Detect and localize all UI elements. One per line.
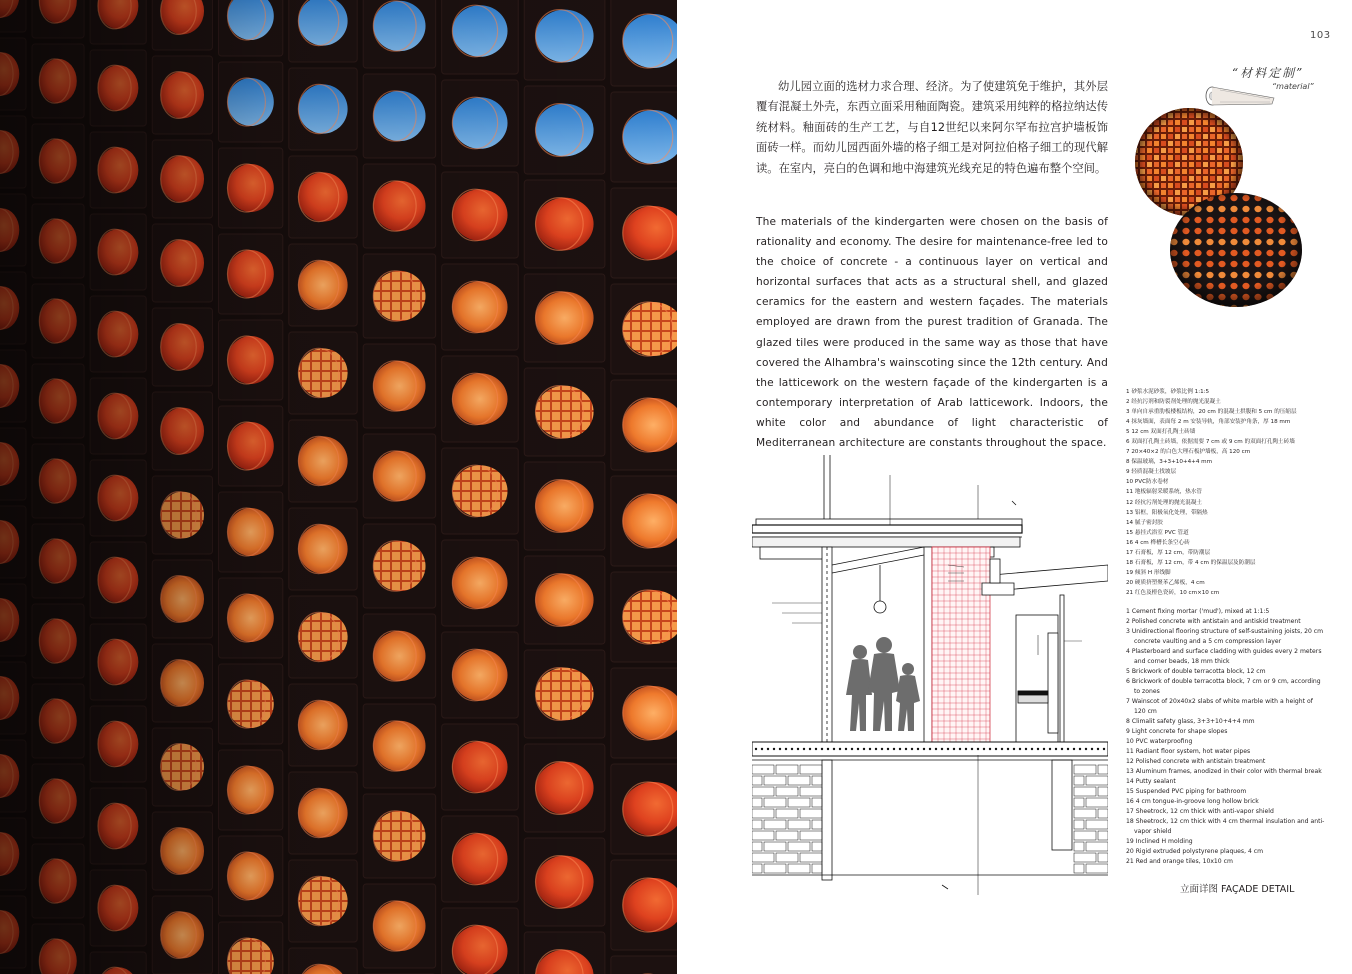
sample-tile — [1154, 211, 1159, 216]
sample-tile — [1238, 120, 1243, 125]
sample-hole — [1182, 305, 1189, 310]
legend-english — [1126, 607, 1326, 867]
floor-pipe — [1001, 748, 1003, 750]
sample-tile — [1245, 113, 1246, 118]
floor-pipe — [1007, 748, 1009, 750]
legend-item: 1 砂浆水泥砂浆，砂浆比例 1:1:5 — [1126, 389, 1210, 395]
floor-pipe — [953, 748, 955, 750]
legend-item: 6 Brickwork of double terracotta block, 7 cm or 9 cm, according to zones — [1126, 678, 1321, 695]
sample-tile — [1245, 141, 1246, 146]
sample-tile — [1224, 113, 1229, 118]
floor-pipe — [797, 748, 799, 750]
floor-pipe — [809, 748, 811, 750]
legend-item: 9 轻质混凝土找坡层 — [1126, 469, 1177, 476]
foundation-brick — [1074, 809, 1096, 818]
foundation-brick — [788, 842, 810, 851]
floor-pipe — [989, 748, 991, 750]
legend-item: 3 单向自承重肋板楼板结构，20 cm 的混凝土拱腹和 5 cm 的压缩层 — [1126, 409, 1297, 416]
legend-item: 11 Radiant floor system, hot water pipes — [1126, 748, 1251, 755]
foundation-brick — [800, 853, 822, 862]
sample-tile — [1238, 113, 1243, 118]
foundation-brick — [812, 776, 822, 785]
material-subtitle: “material” — [1272, 82, 1314, 91]
floor-pipe — [881, 748, 883, 750]
foundation-brick — [776, 853, 798, 862]
sample-hole — [1290, 195, 1297, 201]
sample-tile — [1147, 218, 1152, 219]
sample-tile — [1133, 120, 1138, 125]
sample-tile — [1217, 106, 1222, 111]
floor-pipe — [827, 748, 829, 750]
foundation-brick — [1098, 853, 1108, 862]
legend-item: 2 Polished concrete with antistain and antiskid treatment — [1126, 618, 1301, 625]
floor-pipe — [923, 748, 925, 750]
floor-pipe — [1055, 748, 1057, 750]
sample-tile — [1245, 169, 1246, 174]
foundation-brick — [812, 820, 822, 829]
foundation-brick — [1074, 831, 1096, 840]
legend-chinese — [1126, 387, 1326, 598]
floor-pipe — [1043, 748, 1045, 750]
legend-item: 10 PVC防水卷材 — [1126, 479, 1169, 486]
sample-tile — [1245, 120, 1246, 125]
floor-pipe — [959, 748, 961, 750]
sample-tile — [1168, 106, 1173, 111]
legend-item: 20 Rigid extruded polystyrene plaques, 4 cm — [1126, 848, 1264, 855]
foundation-brick — [776, 765, 798, 774]
sample-tile — [1245, 176, 1246, 181]
sample-tile — [1140, 197, 1145, 202]
legend-item: 2 经抗污剂和防裂剂处理的抛光混凝土 — [1126, 399, 1221, 406]
floor-pipe — [857, 748, 859, 750]
sample-tile — [1140, 204, 1145, 209]
floor-pipe — [887, 748, 889, 750]
legend-item: 19 Inclined H molding — [1126, 838, 1193, 845]
legend-item: 3 Unidirectional flooring structure of self-sustaining joists, 20 cm concrete vaulting and a 5 cm compression layer — [1126, 628, 1324, 645]
floor-pipe — [899, 748, 901, 750]
floor-pipe — [1073, 748, 1075, 750]
sample-tile — [1154, 218, 1159, 219]
floor-pipe — [893, 748, 895, 750]
foundation-brick — [776, 809, 798, 818]
foundation-brick — [800, 831, 822, 840]
foundation-brick — [1098, 787, 1108, 796]
foundation-brick — [752, 776, 762, 785]
sample-tile — [1161, 106, 1166, 111]
figure-caption: 立面详图 FAÇADE DETAIL — [1180, 884, 1295, 895]
legend-item: 4 抹灰墙面，表面每 2 m 安装导轨，角部安装护角条，厚 18 mm — [1126, 419, 1291, 426]
sample-tile — [1154, 113, 1159, 118]
floor-pipe — [971, 748, 973, 750]
floor-pipe — [821, 748, 823, 750]
sample-tile — [1133, 141, 1138, 146]
legend-item: 5 12 cm 双面打孔陶土砖墙 — [1126, 429, 1196, 436]
floor-pipe — [995, 748, 997, 750]
sample-tile — [1133, 197, 1138, 202]
material-title: “材料定制” — [1232, 66, 1305, 80]
floor-pipe — [1091, 748, 1093, 750]
sample-tile — [1238, 106, 1243, 111]
sample-tile — [1245, 106, 1246, 111]
sample-tile — [1147, 204, 1152, 209]
legend-item: 18 石膏板，厚 12 cm，带 4 cm 的保温层及防潮层 — [1126, 559, 1256, 566]
legend-item: 15 Suspended PVC piping for bathroom — [1126, 788, 1247, 795]
floor-pipe — [851, 748, 853, 750]
foundation-brick — [752, 820, 762, 829]
sample-tile — [1133, 204, 1138, 209]
legend-item: 8 Climalit safety glass, 3+3+10+4+4 mm — [1126, 718, 1255, 725]
floor-pipe — [1067, 748, 1069, 750]
sample-tile — [1238, 183, 1243, 188]
sample-hole — [1182, 294, 1189, 300]
legend-item: 20 硬质挤塑聚苯乙烯板，4 cm — [1126, 579, 1205, 586]
foundation-brick — [1086, 820, 1108, 829]
legend-item: 13 Aluminum frames, anodized in their color with thermal break — [1126, 768, 1322, 775]
page-number: 103 — [1310, 30, 1331, 41]
sample-hole — [1194, 305, 1201, 310]
foundation-brick — [788, 864, 810, 873]
foundation-brick — [752, 864, 762, 873]
sample-tile — [1140, 127, 1145, 132]
floor-pipe — [1037, 748, 1039, 750]
sample-tile — [1245, 134, 1246, 139]
sample-tile — [1238, 127, 1243, 132]
black-perforated-sample-icon — [1166, 190, 1306, 310]
floor-pipe — [1049, 748, 1051, 750]
floor-pipe — [905, 748, 907, 750]
sample-hole — [1278, 305, 1285, 310]
sample-tile — [1133, 127, 1138, 132]
legend-item: 17 石膏板，厚 12 cm，带防潮层 — [1126, 549, 1211, 556]
legend-item: 15 悬挂式浴室 PVC 管道 — [1126, 529, 1189, 536]
floor-pipe — [761, 748, 763, 750]
facade-section-drawing — [752, 455, 1108, 895]
sample-tile — [1133, 113, 1138, 118]
sample-hole — [1290, 305, 1297, 310]
foundation-brick — [752, 853, 774, 862]
foundation-brick — [776, 831, 798, 840]
foundation-brick — [812, 798, 822, 807]
sample-tile — [1238, 134, 1243, 139]
foundation-brick — [1074, 853, 1096, 862]
floor-pipe — [791, 748, 793, 750]
foundation-brick — [788, 820, 810, 829]
floor-pipe — [1085, 748, 1087, 750]
legend-item: 9 Light concrete for shape slopes — [1126, 728, 1228, 735]
foundation-brick — [752, 798, 762, 807]
sample-hole — [1170, 206, 1177, 212]
foundation-brick — [1098, 831, 1108, 840]
foundation-brick — [1074, 787, 1096, 796]
foundation-brick — [812, 842, 822, 851]
floor-pipe — [863, 748, 865, 750]
foundation-brick — [800, 765, 822, 774]
sample-tile — [1245, 162, 1246, 167]
legend-item: 5 Brickwork of double terracotta block, 12 cm — [1126, 668, 1266, 675]
legend-item: 13 铝框，阳极氧化处理，带隔热 — [1126, 509, 1208, 516]
floor-pipe — [1013, 748, 1015, 750]
sample-tile — [1245, 148, 1246, 153]
foundation-brick — [1086, 798, 1108, 807]
foundation-brick — [1074, 864, 1084, 873]
sample-tile — [1245, 127, 1246, 132]
foundation-brick — [752, 787, 774, 796]
sample-hole — [1170, 305, 1177, 310]
legend-item: 14 Putty sealant — [1126, 778, 1176, 785]
legend-item: 21 红色及橙色瓷砖，10 cm×10 cm — [1126, 589, 1220, 596]
sample-hole — [1290, 206, 1297, 212]
floor-pipe — [773, 748, 775, 750]
floor-pipe — [833, 748, 835, 750]
floor-pipe — [839, 748, 841, 750]
legend-item: 16 4 cm tongue-in-groove long hollow brick — [1126, 798, 1259, 805]
floor-pipe — [815, 748, 817, 750]
foundation-brick — [1086, 864, 1108, 873]
foundation-brick — [1086, 842, 1108, 851]
foundation-brick — [764, 842, 786, 851]
sample-tile — [1224, 106, 1229, 111]
foundation-brick — [1074, 765, 1096, 774]
foundation-brick — [764, 798, 786, 807]
floor-pipe — [1097, 748, 1099, 750]
legend-item: 4 Plasterboard and surface cladding with guides every 2 meters and corner beads, 18 mm thick — [1126, 648, 1322, 665]
floor-pipe — [929, 748, 931, 750]
floor-pipe — [875, 748, 877, 750]
floor-pipe — [767, 748, 769, 750]
sample-hole — [1290, 294, 1297, 300]
sample-tile — [1231, 106, 1236, 111]
sample-tile — [1133, 134, 1138, 139]
legend-item: 12 Polished concrete with antistain treatment — [1126, 758, 1266, 765]
floor-pipe — [1019, 748, 1021, 750]
sample-hole — [1266, 305, 1273, 310]
floor-pipe — [779, 748, 781, 750]
people-silhouette-icon — [846, 637, 920, 731]
floor-pipe — [803, 748, 805, 750]
english-body-text: The materials of the kindergarten were chosen on the basis of rationality and economy. The desire for maintenance-free led to the choice of concrete - a continuous layer on vertical and horizontal surfaces that acts as a structural shell, and glazed ceramics for the eastern and western façades. The materials employed are drawn from the purest tradition of Granada. The glazed tiles were produced in the same way as those that have covered the Alhambra's wainscoting since the 12th century. And the latticework on the western façade of the kindergarten is a contemporary interpretation of Arab latticework. Indoors, the white color and abundance of light characteristic of Mediterranean architecture are constants throughout the space. — [756, 216, 1108, 450]
foundation-brick — [1074, 842, 1084, 851]
sample-tile — [1133, 106, 1138, 111]
foundation-brick — [1098, 809, 1108, 818]
sample-tile — [1231, 120, 1236, 125]
sample-hole — [1254, 305, 1261, 310]
legend-item: 8 保温玻璃，3+3+10+4+4 mm — [1126, 459, 1213, 466]
sample-hole — [1278, 294, 1285, 300]
sample-tile — [1147, 113, 1152, 118]
sample-tile — [1133, 183, 1138, 188]
floor-pipe — [1103, 748, 1105, 750]
sample-tile — [1140, 106, 1145, 111]
sample-hole — [1206, 305, 1213, 310]
legend-item: 16 4 cm 榫槽长条空心砖 — [1126, 539, 1190, 546]
legend-item: 12 经抗污剂处理的抛光混凝土 — [1126, 499, 1203, 506]
legend-item: 7 20×40×2 的白色大理石板护墙板，高 120 cm — [1126, 449, 1251, 456]
foundation-brick — [752, 842, 762, 851]
floor-pipe — [869, 748, 871, 750]
legend-item: 19 倾斜 H 形线脚 — [1126, 569, 1171, 576]
floor-pipe — [1079, 748, 1081, 750]
sample-hole — [1182, 195, 1189, 201]
foundation-brick — [752, 831, 774, 840]
chinese-body-text: 幼儿园立面的选材力求合理、经济。为了使建筑免于维护，其外层覆有混凝土外壳，东西立面采用釉面陶瓷。建筑采用纯粹的格拉纳达传统材料。釉面砖的生产工艺，与自12世纪以来阿尔罕布拉宫护墙板饰面砖一样。而幼儿园西面外墙的格子细工是对阿拉伯格子细工的现代解读。在室内，亮白的色调和地中海建筑光线充足的特色遍布整个空间。 — [756, 80, 1108, 175]
floor-pipe — [755, 748, 757, 750]
floor-pipe — [977, 748, 979, 750]
floor-pipe — [983, 748, 985, 750]
foundation-brick — [764, 820, 786, 829]
foundation-brick — [764, 864, 786, 873]
sample-tile — [1147, 211, 1152, 216]
floor-pipe — [917, 748, 919, 750]
sample-hole — [1170, 217, 1177, 223]
floor-pipe — [785, 748, 787, 750]
foundation-brick — [788, 798, 810, 807]
legend-item: 14 腻子密封胶 — [1126, 519, 1163, 526]
floor-pipe — [911, 748, 913, 750]
legend-item: 7 Wainscot of 20x40x2 slabs of white marble with a height of 120 cm — [1126, 698, 1313, 715]
sample-tile — [1231, 113, 1236, 118]
floor-pipe — [935, 748, 937, 750]
floor-pipe — [947, 748, 949, 750]
foundation-brick — [800, 787, 822, 796]
sample-tile — [1133, 190, 1138, 195]
foundation-brick — [788, 776, 810, 785]
sample-hole — [1290, 283, 1297, 289]
legend-item: 11 地板辐射采暖系统，热水管 — [1126, 489, 1203, 496]
sample-hole — [1170, 283, 1177, 289]
legend-item: 1 Cement fixing mortar ('mud'), mixed at 1:1:5 — [1126, 608, 1270, 615]
foundation-brick — [812, 864, 822, 873]
floor-pipe — [845, 748, 847, 750]
sample-tile — [1140, 113, 1145, 118]
sample-tile — [1140, 120, 1145, 125]
sample-hole — [1278, 195, 1285, 201]
foundation-brick — [1086, 776, 1108, 785]
sample-tile — [1133, 218, 1138, 219]
legend-item: 18 Sheetrock, 12 cm thick with 4 cm thermal insulation and anti-vapor shield — [1126, 818, 1325, 835]
sample-tile — [1133, 211, 1138, 216]
floor-pipe — [941, 748, 943, 750]
sample-hole — [1170, 294, 1177, 300]
foundation-brick — [800, 809, 822, 818]
sample-tile — [1154, 106, 1159, 111]
floor-pipe — [1031, 748, 1033, 750]
floor-pipe — [965, 748, 967, 750]
sample-hole — [1194, 195, 1201, 201]
sample-tile — [1210, 106, 1215, 111]
foundation-brick — [1098, 765, 1108, 774]
sample-tile — [1245, 155, 1246, 160]
foundation-brick — [764, 776, 786, 785]
floor-pipe — [1061, 748, 1063, 750]
floor-pipe — [1025, 748, 1027, 750]
legend-item: 6 双面打孔陶土砖墙，依据需要 7 cm 或 9 cm 的双面打孔陶土砖墙 — [1126, 439, 1295, 446]
sample-tile — [1147, 106, 1152, 111]
sample-tile — [1245, 183, 1246, 188]
foundation-brick — [752, 765, 774, 774]
legend-item: 21 Red and orange tiles, 10x10 cm — [1126, 858, 1233, 865]
legend-item: 17 Sheetrock, 12 cm thick with anti-vapor shield — [1126, 808, 1274, 815]
foundation-brick — [1074, 820, 1084, 829]
foundation-brick — [752, 809, 774, 818]
legend-item: 10 PVC waterproofing — [1126, 738, 1193, 745]
sample-hole — [1170, 195, 1177, 201]
foundation-brick — [776, 787, 798, 796]
foundation-brick — [1074, 798, 1084, 807]
foundation-brick — [1074, 776, 1084, 785]
sample-tile — [1140, 218, 1145, 219]
sample-tile — [1140, 211, 1145, 216]
